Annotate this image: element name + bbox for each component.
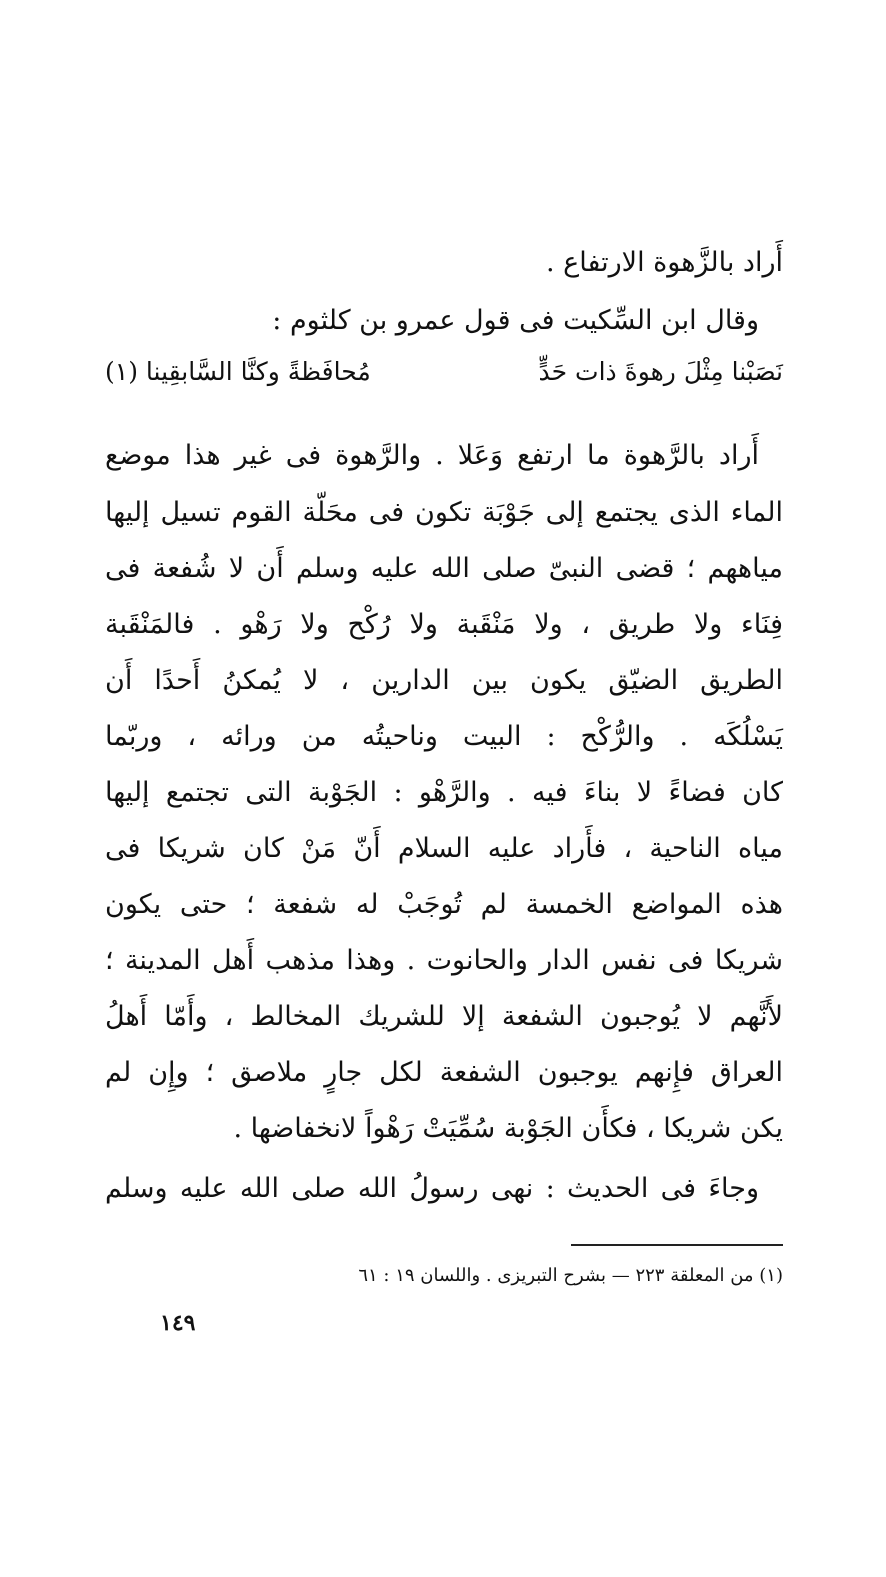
paragraph-line-12: العراق فإِنهم يوجبون الشفعة لكل جارٍ ملاصق ؛ وإِن لم	[105, 1057, 783, 1088]
paragraph-line-13: يكن شريكا ، فكأَن الجَوْبة سُمِّيَتْ رَهْواً لانخفاضها .	[233, 1113, 783, 1144]
paragraph-line-4: فِنَاء ولا طريق ، ولا مَنْقَبة ولا رُكْح ولا رَهْو . فالمَنْقَبة	[105, 609, 783, 640]
paragraph-line-10: شريكا فى نفس الدار والحانوت . وهذا مذهب أَهل المدينة ؛	[105, 945, 783, 976]
text-line-1: أَراد بالزَّهوة الارتفاع .	[545, 247, 783, 278]
text-line-last: وجاءَ فى الحديث : نهى رسولُ الله صلى الله عليه وسلم	[105, 1173, 759, 1204]
footnote-separator	[571, 1244, 783, 1246]
poetry-verse	[105, 352, 783, 392]
footnote: (١) من المعلقة ٢٢٣ — بشرح التبريزى . واللسان ١٩ : ٦١	[358, 1265, 783, 1286]
paragraph-line-6: يَسْلُكَه . والرُّكْح : البيت وناحيتُه من ورائه ، وربّما	[105, 721, 783, 752]
paragraph-line-9: هذه المواضع الخمسة لم تُوجَبْ له شفعة ؛ حتى يكون	[105, 889, 783, 920]
text-line-2: وقال ابن السِّكيت فى قول عمرو بن كلثوم :	[272, 305, 759, 336]
paragraph-line-5: الطريق الضيّق يكون بين الدارين ، لا يُمكنُ أَحدًا أَن	[105, 665, 783, 696]
paragraph-line-11: لأَنَّهم لا يُوجبون الشفعة إلا للشريك المخالط ، وأَمّا أَهلُ	[105, 1001, 783, 1032]
paragraph-line-7: كان فضاءً لا بناءَ فيه . والرَّهْو : الجَوْبة التى تجتمع إليها	[105, 777, 783, 808]
paragraph-line-3: مياههم ؛ قضى النبىّ صلى الله عليه وسلم أَن لا شُفعة فى	[105, 553, 783, 584]
page-number: ١٤٩	[160, 1310, 196, 1336]
paragraph-line-1: أَراد بالرَّهوة ما ارتفع وَعَلا . والرَّهوة فى غير هذا موضع	[105, 440, 759, 471]
paragraph-line-2: الماء الذى يجتمع إلى جَوْبَة تكون فى محَلّة القوم تسيل إليها	[105, 497, 783, 528]
verse-second-half: مُحافَظةً وكنَّا السَّابقِينا (١)	[105, 357, 371, 386]
verse-first-half: نَصَبْنا مِثْلَ رهوةَ ذات حَدٍّ	[538, 357, 783, 386]
paragraph-line-8: مياه الناحية ، فأَراد عليه السلام أَنّ مَنْ كان شريكا فى	[105, 833, 783, 864]
